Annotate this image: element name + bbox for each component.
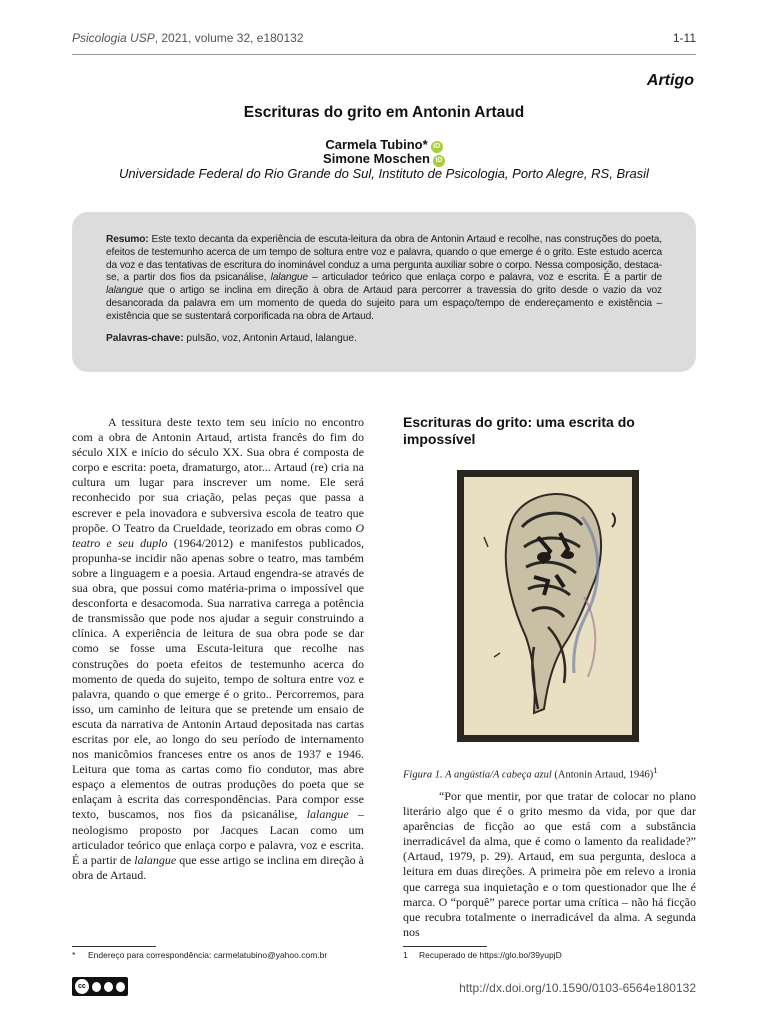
body-right-column [403,789,696,940]
footnote-divider [403,946,487,947]
keywords: Palavras-chave: pulsão, voz, Antonin Artaud, lalangue. [106,332,357,344]
footnote-source: 1 Recuperado de https://glo.bo/39yupjD [403,950,562,960]
nd-icon [116,982,125,992]
section-label: Artigo [646,72,694,89]
orcid-icon[interactable]: iD [431,141,443,153]
journal-citation: Psicologia USP, 2021, volume 32, e180132 [72,31,304,45]
paragraph: “Por que mentir, por que tratar de colocar no plano literário algo que é o grito mesmo da vida, por que dar aparências de ficção ao que está com a substância inerradicável da alma, que é como o lamento da realidade?” (Artaud, 1979, p. 29). Artaud, em sua pergunta, desloca a leitura em duas direções. A primeira põe em relevo a ironia que carrega sua inquietação e o tom questionador que lhe é marca. O “porquê” parece portar uma crítica – não há ficção que recubra totalmente o inerradicável da alma. A segunda nos [403,789,696,939]
creative-commons-license-icon[interactable]: cc [72,977,128,996]
figure-caption: Figura 1. A angústia/A cabeça azul (Antonin Artaud, 1946)$^1$ [403,765,658,781]
abstract-box [72,212,696,372]
author-name: Carmela Tubino* [325,137,428,152]
author-2 [0,151,768,167]
nc-icon [104,982,113,992]
footnote-correspondence: * Endereço para correspondência: carmelatubino@yahoo.com.br [72,950,328,960]
header-divider [72,54,696,55]
article-title: Escrituras do grito em Antonin Artaud [243,104,525,121]
paragraph: A tessitura deste texto tem seu início no encontro com a obra de Antonin Artaud, artista francês do fim do século XIX e início do século XX. Sua obra é composta de corpo e escrita: poeta, dramaturgo, ator... Artaud (re) cria na cultura um lugar para inscrever um nome. Ele será reconhecido por sua criação, pelas peças que passa a escrever e pela inovadora e subversiva escola de teatro que propõe. O Teatro da Crueldade, teorizado em obras como O teatro e seu duplo (1964/2012) e manifestos publicados, propunha-se incidir não apenas sobre o teatro, mas também sobre a linguagem e a poesia. Artaud engendra-se através de sua obra, que possui como matéria-prima o impossível que desconforta e desacomoda. Sua narrativa carrega a potência de transmissão que pode nos ajudar a seguir construindo a clínica. A experiência de leitura de sua obra pode se dar como se fosse uma Escuta-leitura que recolhe nas construções do poeta efeitos de testemunho acerca do momento de queda do sujeito, tempo de soltura entre voz e palavra, quando o que emerge é o grito.. Percorremos, para isso, um caminho de leitura que se pretende um ensaio de escuta da narrativa de Antonin Artaud depositada nas cartas escritas por ele, ao longo do seu período de internamento nos manicômios franceses entre os anos de 1937 e 1946. Leitura que toma as cartas como fio condutor, mas abre espaço a elementos de outras produções do poeta que se enlaçam à escrita das correspondências. Para compor esse texto, buscamos, nos fios da psicanálise, lalangue – neologismo proposto por Jacques Lacan como um articulador teórico que enlaça corpo e palavra, voz e escrita. É a partir de lalangue que esse artigo se inclina em direção à obra de Artaud. [72,415,365,882]
footnote-divider [72,946,156,947]
by-icon [92,982,101,992]
doi-link[interactable]: http://dx.doi.org/10.1590/0103-6564e180132 [459,981,696,995]
figure-artwork [457,470,639,742]
body-left-column [72,415,364,883]
orcid-icon[interactable]: iD [433,155,445,167]
page-range: 1-11 [672,31,696,45]
abstract-text: Resumo: Este texto decanta da experiência de escuta-leitura da obra de Antonin Artaud e recolhe, nas construções do poeta, efeitos de testemunho acerca de um tempo de soltura entre voz e palavra, quando o que emerge é o grito. Este estudo acerca da voz e das tentativas de escritura do inominável conduz a uma pergunta auxiliar sobre o corpo. Nessa composição, destaca-se, a partir dos fios da psicanálise, lalangue – articulador teórico que enlaça corpo e palavra, voz e escrita. É a partir de lalangue que o artigo se inclina em direção à obra de Artaud para percorrer a travessia do grito desde o vazio da voz desancorada da palavra em um momento de queda do sujeito para um espaço/tempo de endereçamento e existência – existência que se sustentará corporificada na obra de Artaud. [106,234,662,322]
section-heading: Escrituras do grito: uma escrita do impossível [403,414,635,447]
artwork-drawing-icon [464,477,632,735]
author-name: Simone Moschen [323,151,430,166]
running-head [72,31,696,49]
affiliation: Universidade Federal do Rio Grande do Sul, Instituto de Psicologia, Porto Alegre, RS, Brasil [119,166,649,181]
